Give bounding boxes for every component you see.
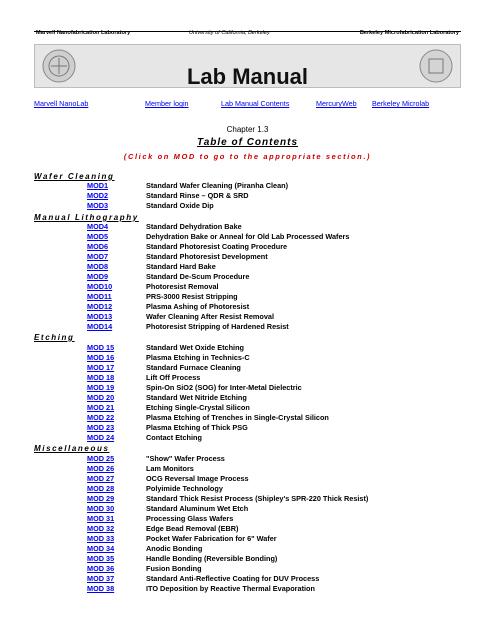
toc-row: [0, 393, 495, 403]
mod-link[interactable]: MOD 38: [87, 584, 115, 593]
mod-link[interactable]: MOD 30: [87, 504, 115, 513]
mod-description: Standard Furnace Cleaning: [146, 363, 241, 372]
mod-description: Spin-On SiO2 (SOG) for Inter-Metal Dielectric: [146, 383, 302, 392]
toc-row: [0, 454, 495, 464]
link-berkeley-microlab[interactable]: Berkeley Microlab: [372, 99, 430, 108]
mod-link[interactable]: MOD 29: [87, 494, 115, 503]
mod-link[interactable]: MOD1: [87, 181, 109, 190]
mod-description: Anodic Bonding: [146, 544, 203, 553]
mod-description: Plasma Etching of Thick PSG: [146, 423, 248, 432]
link-member-login[interactable]: Member login: [145, 99, 189, 108]
mod-link[interactable]: MOD 17: [87, 363, 115, 372]
toc-row: [0, 373, 495, 383]
mod-link[interactable]: MOD 19: [87, 383, 115, 392]
toc-row: [0, 423, 495, 433]
section-heading-manual-lithography: Manual Lithography: [34, 213, 139, 222]
mod-description: Standard Rinse – QDR & SRD: [146, 191, 249, 200]
header-right-lab: Berkeley Microfabrication Laboratory: [359, 30, 459, 36]
link-lab-manual-contents[interactable]: Lab Manual Contents: [221, 99, 290, 108]
toc-row: [0, 534, 495, 544]
toc-row: [0, 242, 495, 252]
mod-link[interactable]: MOD 31: [87, 514, 115, 523]
toc-row: [0, 181, 495, 191]
mod-link[interactable]: MOD13: [87, 312, 113, 321]
mod-description: Handle Bonding (Reversible Bonding): [146, 554, 278, 563]
toc-row: [0, 574, 495, 584]
mod-link[interactable]: MOD 33: [87, 534, 115, 543]
microlab-logo: [418, 48, 454, 84]
toc-row: [0, 353, 495, 363]
chapter-number: Chapter 1.3: [226, 125, 269, 134]
toc-row: [0, 544, 495, 554]
mod-description: Lam Monitors: [146, 464, 194, 473]
mod-link[interactable]: MOD 27: [87, 474, 115, 483]
toc-row: [0, 262, 495, 272]
mod-link[interactable]: MOD 20: [87, 393, 115, 402]
mod-description: Plasma Etching of Trenches in Single-Crystal Silicon: [146, 413, 329, 422]
mod-description: Standard Hard Bake: [146, 262, 216, 271]
mod-description: Standard Wet Nitride Etching: [146, 393, 247, 402]
toc-row: [0, 413, 495, 423]
mod-link[interactable]: MOD 22: [87, 413, 115, 422]
section-heading-miscellaneous: Miscellaneous: [34, 444, 110, 453]
toc-row: [0, 494, 495, 504]
section-heading-etching: Etching: [34, 333, 75, 342]
link-marvell-nanolab[interactable]: Marvell NanoLab: [34, 99, 89, 108]
toc-row: [0, 322, 495, 332]
mod-description: Processing Glass Wafers: [146, 514, 234, 523]
mod-description: Standard Photoresist Coating Procedure: [146, 242, 288, 251]
mod-link[interactable]: MOD6: [87, 242, 109, 251]
mod-link[interactable]: MOD8: [87, 262, 109, 271]
mod-link[interactable]: MOD9: [87, 272, 109, 281]
toc-row: [0, 433, 495, 443]
toc-row: [0, 504, 495, 514]
mod-link[interactable]: MOD 23: [87, 423, 115, 432]
toc-row: [0, 312, 495, 322]
mod-link[interactable]: MOD5: [87, 232, 109, 241]
mod-link[interactable]: MOD2: [87, 191, 109, 200]
mod-description: Contact Etching: [146, 433, 202, 442]
section-heading-wafer-cleaning: Wafer Cleaning: [34, 172, 115, 181]
mod-description: Wafer Cleaning After Resist Removal: [146, 312, 274, 321]
mod-link[interactable]: MOD 32: [87, 524, 115, 533]
mod-description: Pocket Wafer Fabrication for 6" Wafer: [146, 534, 277, 543]
toc-row: [0, 302, 495, 312]
toc-row: [0, 292, 495, 302]
toc-instruction: (Click on MOD to go to the appropriate section.): [123, 152, 372, 161]
mod-description: Polyimide Technology: [146, 484, 223, 493]
mod-link[interactable]: MOD 35: [87, 554, 115, 563]
mod-description: Plasma Etching in Technics-C: [146, 353, 250, 362]
toc-row: [0, 363, 495, 373]
toc-row: [0, 222, 495, 232]
mod-link[interactable]: MOD11: [87, 292, 112, 301]
toc-row: [0, 514, 495, 524]
mod-description: Plasma Ashing of Photoresist: [146, 302, 250, 311]
toc-row: [0, 524, 495, 534]
mod-link[interactable]: MOD3: [87, 201, 109, 210]
mod-link[interactable]: MOD 18: [87, 373, 115, 382]
mod-link[interactable]: MOD12: [87, 302, 113, 311]
toc-row: [0, 232, 495, 242]
mod-description: Standard Photoresist Development: [146, 252, 268, 261]
mod-description: Standard Thick Resist Process (Shipley's SPR-220 Thick Resist): [146, 494, 369, 503]
toc-row: [0, 272, 495, 282]
toc-row: [0, 252, 495, 262]
mod-description: Standard Wet Oxide Etching: [146, 343, 244, 352]
mod-link[interactable]: MOD4: [87, 222, 109, 231]
toc-row: [0, 474, 495, 484]
toc-row: [0, 201, 495, 211]
toc-row: [0, 554, 495, 564]
mod-link[interactable]: MOD 15: [87, 343, 115, 352]
mod-description: Fusion Bonding: [146, 564, 202, 573]
mod-description: PRS-3000 Resist Stripping: [146, 292, 238, 301]
mod-link[interactable]: MOD7: [87, 252, 109, 261]
mod-link[interactable]: MOD 28: [87, 484, 115, 493]
toc-row: [0, 584, 495, 594]
page-header: [34, 27, 461, 87]
toc-row: [0, 464, 495, 474]
toc-title: Table of Contents: [196, 137, 299, 148]
mod-description: Standard Dehydration Bake: [146, 222, 242, 231]
mod-description: "Show" Wafer Process: [146, 454, 225, 463]
mod-link[interactable]: MOD 34: [87, 544, 115, 553]
mod-description: Photoresist Removal: [146, 282, 219, 291]
toc-row: [0, 282, 495, 292]
link-mercuryweb[interactable]: MercuryWeb: [316, 99, 357, 108]
toc-row: [0, 383, 495, 393]
mod-description: Lift Off Process: [146, 373, 201, 382]
mod-description: Standard Aluminum Wet Etch: [146, 504, 249, 513]
header-university: University of California, Berkeley: [189, 30, 270, 36]
toc-row: [0, 343, 495, 353]
toc-row: [0, 484, 495, 494]
mod-description: Etching Single-Crystal Silicon: [146, 403, 250, 412]
mod-description: Standard Wafer Cleaning (Piranha Clean): [146, 181, 289, 190]
mod-link[interactable]: MOD 21: [87, 403, 115, 412]
toc-row: [0, 403, 495, 413]
mod-description: Photoresist Stripping of Hardened Resist: [146, 322, 289, 331]
mod-link[interactable]: MOD10: [87, 282, 113, 291]
toc-row: [0, 191, 495, 201]
mod-link[interactable]: MOD14: [87, 322, 113, 331]
toc-row: [0, 564, 495, 574]
mod-description: ITO Deposition by Reactive Thermal Evaporation: [146, 584, 315, 593]
mod-link[interactable]: MOD 25: [87, 454, 115, 463]
mod-link[interactable]: MOD 37: [87, 574, 115, 583]
header-banner: [34, 44, 461, 88]
mod-description: Standard Anti-Reflective Coating for DUV Process: [146, 574, 320, 583]
header-left-lab: Marvell Nanofabrication Laboratory: [36, 30, 131, 36]
mod-link[interactable]: MOD 16: [87, 353, 115, 362]
page-title: Lab Manual: [186, 64, 308, 89]
mod-description: Dehydration Bake or Anneal for Old Lab Processed Wafers: [146, 232, 350, 241]
mod-link[interactable]: MOD 24: [87, 433, 115, 442]
mod-description: Edge Bead Removal (EBR): [146, 524, 239, 533]
mod-link[interactable]: MOD 36: [87, 564, 115, 573]
mod-link[interactable]: MOD 26: [87, 464, 115, 473]
mod-description: OCG Reversal Image Process: [146, 474, 249, 483]
mod-description: Standard De-Scum Procedure: [146, 272, 250, 281]
mod-description: Standard Oxide Dip: [146, 201, 214, 210]
